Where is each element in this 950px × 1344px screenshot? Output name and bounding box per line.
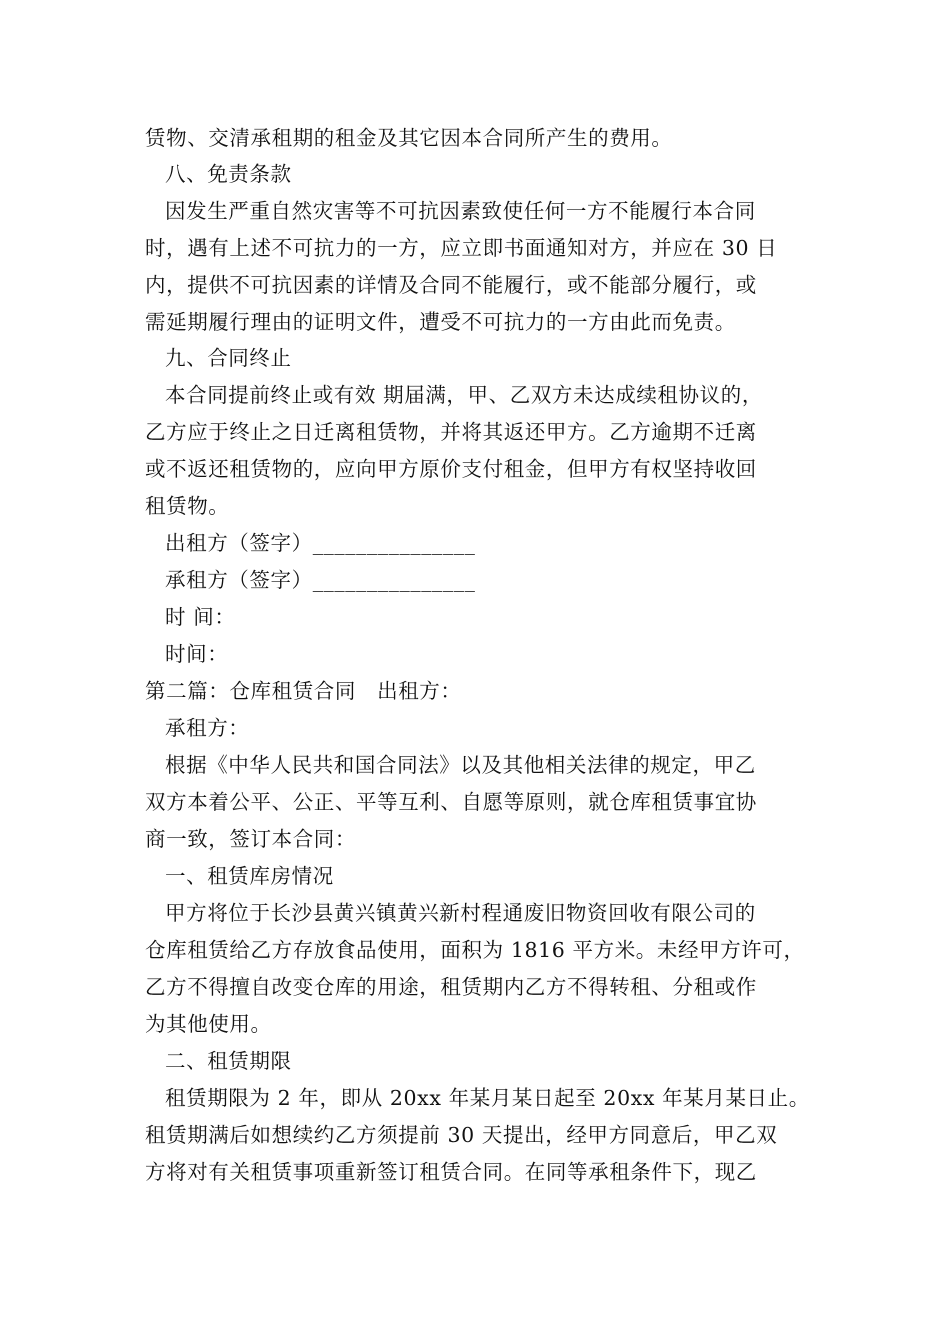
paragraph-line: 赁物、交清承租期的租金及其它因本合同所产生的费用。 — [145, 126, 673, 150]
paragraph-line: 根据《中华人民共和国合同法》以及其他相关法律的规定，甲乙 — [165, 753, 756, 777]
paragraph-line: 乙方应于终止之日迁离租赁物，并将其返还甲方。乙方逾期不迁离 — [145, 420, 757, 444]
lessee-label: 承租方： — [165, 716, 250, 740]
section-heading: 二、租赁期限 — [165, 1049, 292, 1073]
paragraph-line: 甲方将位于长沙县黄兴镇黄兴新村程通废旧物资回收有限公司的 — [165, 901, 756, 925]
date-line: 时 间： — [165, 605, 236, 629]
section-heading: 一、租赁库房情况 — [165, 864, 334, 888]
paragraph-line: 租赁期满后如想续约乙方须提前 30 天提出，经甲方同意后，甲乙双 — [145, 1123, 778, 1147]
paragraph-line: 内，提供不可抗因素的详情及合同不能履行，或不能部分履行，或 — [145, 273, 757, 297]
paragraph-line: 时，遇有上述不可抗力的一方，应立即书面通知对方，并应在 30 日 — [145, 236, 778, 260]
paragraph-line: 仓库租赁给乙方存放食品使用，面积为 1816 平方米。未经甲方许可， — [145, 938, 805, 962]
chapter-heading: 第二篇：仓库租赁合同 出租方： — [145, 679, 462, 703]
paragraph-line: 乙方不得擅自改变仓库的用途，租赁期内乙方不得转租、分租或作 — [145, 975, 757, 999]
paragraph-line: 双方本着公平、公正、平等互利、自愿等原则，就仓库租赁事宜协 — [145, 790, 757, 814]
paragraph-line: 租赁期限为 2 年，即从 20xx 年某月某日起至 20xx 年某月某日止。 — [165, 1086, 810, 1110]
paragraph-line: 需延期履行理由的证明文件，遭受不可抗力的一方由此而免责。 — [145, 310, 736, 334]
paragraph-line: 因发生严重自然灾害等不可抗因素致使任何一方不能履行本合同 — [165, 199, 756, 223]
date-line: 时间： — [165, 642, 229, 666]
paragraph-line: 商一致，签订本合同： — [145, 827, 356, 851]
paragraph-line: 为其他使用。 — [145, 1012, 272, 1036]
section-heading: 八、免责条款 — [165, 162, 292, 186]
paragraph-line: 租赁物。 — [145, 494, 230, 518]
paragraph-line: 或不返还租赁物的，应向甲方原价支付租金，但甲方有权坚持收回 — [145, 457, 757, 481]
section-heading: 九、合同终止 — [165, 346, 292, 370]
paragraph-line: 方将对有关租赁事项重新签订租赁合同。在同等承租条件下，现乙 — [145, 1160, 757, 1184]
paragraph-line: 本合同提前终止或有效 期届满，甲、乙双方未达成续租协议的， — [165, 383, 763, 407]
lessor-signature-line: 出租方（签字）_______________ — [165, 531, 476, 555]
lessee-signature-line: 承租方（签字）_______________ — [165, 568, 476, 592]
